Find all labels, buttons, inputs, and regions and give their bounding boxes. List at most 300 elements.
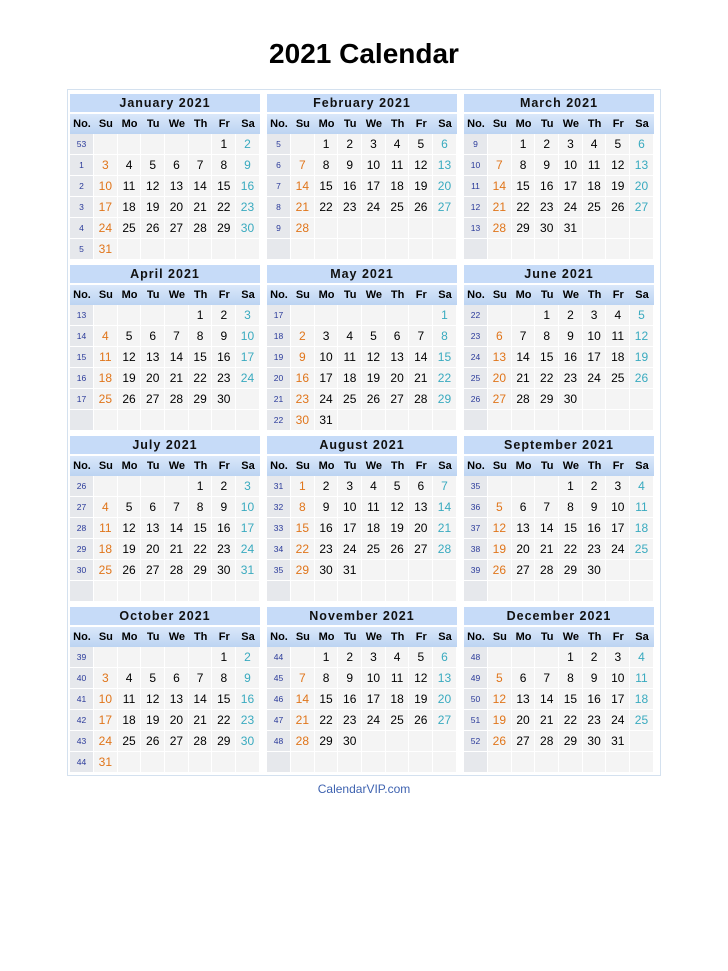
day-cell: 30 xyxy=(212,389,236,410)
week-row xyxy=(464,155,654,176)
weekday-header: Su xyxy=(492,631,507,643)
day-cell: 20 xyxy=(165,710,189,731)
day-cell: 19 xyxy=(488,710,512,731)
day-cell: 21 xyxy=(433,518,457,539)
week-number: 40 xyxy=(70,668,94,689)
week-row xyxy=(464,134,654,155)
day-cell: 25 xyxy=(94,389,118,410)
day-cell: 24 xyxy=(559,197,583,218)
day-cell: 30 xyxy=(236,731,260,752)
week-number xyxy=(267,752,291,773)
day-cell xyxy=(315,752,339,773)
day-cell: 16 xyxy=(583,518,607,539)
day-cell xyxy=(141,239,165,260)
day-cell: 9 xyxy=(559,326,583,347)
day-cell xyxy=(141,752,165,773)
day-cell: 10 xyxy=(559,155,583,176)
day-cell: 5 xyxy=(141,668,165,689)
week-number-header: No. xyxy=(270,631,288,643)
weekday-header: Th xyxy=(390,118,405,130)
day-cell xyxy=(409,731,433,752)
day-cell: 17 xyxy=(94,710,118,731)
week-number: 33 xyxy=(267,518,291,539)
day-cell: 16 xyxy=(535,176,559,197)
week-row xyxy=(267,368,457,389)
week-row xyxy=(267,155,457,176)
day-cell: 14 xyxy=(291,176,315,197)
day-cell: 22 xyxy=(212,710,236,731)
day-cell xyxy=(409,218,433,239)
day-cell: 18 xyxy=(118,197,142,218)
day-cell: 1 xyxy=(315,134,339,155)
day-cell: 18 xyxy=(94,368,118,389)
weekday-header-row xyxy=(70,114,260,134)
day-cell xyxy=(118,305,142,326)
day-cell: 6 xyxy=(630,134,654,155)
day-cell: 26 xyxy=(409,197,433,218)
weekday-header-row xyxy=(267,627,457,647)
week-row xyxy=(267,710,457,731)
day-cell: 5 xyxy=(488,497,512,518)
day-cell xyxy=(606,752,630,773)
day-cell: 23 xyxy=(212,539,236,560)
day-cell: 25 xyxy=(386,197,410,218)
day-cell: 15 xyxy=(189,518,213,539)
weekday-header: Su xyxy=(98,289,113,301)
week-number: 50 xyxy=(464,689,488,710)
day-cell: 4 xyxy=(583,134,607,155)
week-row xyxy=(464,389,654,410)
day-cell xyxy=(362,410,386,431)
day-cell xyxy=(291,647,315,668)
weekday-header: Sa xyxy=(438,631,452,643)
week-number: 1 xyxy=(70,155,94,176)
week-row xyxy=(70,710,260,731)
week-number: 44 xyxy=(70,752,94,773)
day-cell: 28 xyxy=(189,731,213,752)
day-cell: 4 xyxy=(630,647,654,668)
day-cell: 3 xyxy=(236,305,260,326)
day-cell: 15 xyxy=(315,689,339,710)
weekday-header: Fr xyxy=(218,460,230,472)
day-cell xyxy=(409,752,433,773)
day-cell: 5 xyxy=(409,134,433,155)
day-cell xyxy=(236,239,260,260)
week-number: 42 xyxy=(70,710,94,731)
day-cell: 28 xyxy=(165,389,189,410)
day-cell: 11 xyxy=(118,176,142,197)
month-title: November 2021 xyxy=(267,607,457,625)
weekday-header-row xyxy=(464,114,654,134)
day-cell: 2 xyxy=(291,326,315,347)
month-block xyxy=(464,436,654,602)
month-block xyxy=(464,94,654,260)
day-cell: 9 xyxy=(236,668,260,689)
month-block xyxy=(267,94,457,260)
week-number: 16 xyxy=(70,368,94,389)
day-cell: 26 xyxy=(488,731,512,752)
week-number: 7 xyxy=(267,176,291,197)
day-cell xyxy=(338,239,362,260)
day-cell: 24 xyxy=(94,731,118,752)
week-number: 47 xyxy=(267,710,291,731)
weekday-header-row xyxy=(70,285,260,305)
day-cell: 28 xyxy=(291,218,315,239)
week-row xyxy=(70,476,260,497)
day-cell xyxy=(165,410,189,431)
day-cell: 24 xyxy=(236,368,260,389)
weekday-header: Su xyxy=(98,631,113,643)
day-cell: 21 xyxy=(535,539,559,560)
day-cell xyxy=(488,305,512,326)
day-cell: 15 xyxy=(433,347,457,368)
week-row xyxy=(267,176,457,197)
weekday-header: Tu xyxy=(540,289,554,301)
day-cell: 10 xyxy=(362,155,386,176)
week-row xyxy=(267,239,457,260)
day-cell: 28 xyxy=(433,539,457,560)
day-cell: 2 xyxy=(236,647,260,668)
weekday-header: Su xyxy=(98,460,113,472)
day-cell: 2 xyxy=(315,476,339,497)
day-cell: 31 xyxy=(236,560,260,581)
week-number: 13 xyxy=(464,218,488,239)
weekday-header: Mo xyxy=(121,118,138,130)
week-number: 41 xyxy=(70,689,94,710)
week-row xyxy=(464,197,654,218)
day-cell: 11 xyxy=(94,347,118,368)
day-cell: 23 xyxy=(236,710,260,731)
day-cell xyxy=(630,731,654,752)
day-cell: 1 xyxy=(189,476,213,497)
day-cell: 3 xyxy=(362,134,386,155)
weekday-header: Mo xyxy=(318,289,335,301)
weekday-header: Mo xyxy=(515,631,532,643)
day-cell: 20 xyxy=(433,176,457,197)
day-cell xyxy=(488,134,512,155)
weekday-header: Tu xyxy=(343,631,357,643)
day-cell: 24 xyxy=(315,389,339,410)
day-cell: 1 xyxy=(559,647,583,668)
week-number: 32 xyxy=(267,497,291,518)
day-cell xyxy=(386,305,410,326)
day-cell: 2 xyxy=(535,134,559,155)
day-cell: 8 xyxy=(189,497,213,518)
day-cell: 4 xyxy=(630,476,654,497)
weekday-header-row xyxy=(267,285,457,305)
day-cell: 21 xyxy=(165,539,189,560)
day-cell: 11 xyxy=(583,155,607,176)
day-cell: 25 xyxy=(630,539,654,560)
day-cell: 24 xyxy=(338,539,362,560)
week-row xyxy=(70,689,260,710)
day-cell: 17 xyxy=(338,518,362,539)
weekday-header: Su xyxy=(492,460,507,472)
week-number: 37 xyxy=(464,518,488,539)
day-cell xyxy=(94,581,118,602)
weekday-header: Th xyxy=(587,289,602,301)
day-cell: 23 xyxy=(559,368,583,389)
weekday-header: Su xyxy=(295,460,310,472)
day-cell: 18 xyxy=(583,176,607,197)
weekday-header: Sa xyxy=(438,460,452,472)
day-cell: 29 xyxy=(512,218,536,239)
day-cell: 16 xyxy=(315,518,339,539)
week-row xyxy=(70,368,260,389)
day-cell: 1 xyxy=(291,476,315,497)
day-cell: 2 xyxy=(583,476,607,497)
week-row xyxy=(70,668,260,689)
day-cell: 1 xyxy=(315,647,339,668)
day-cell: 30 xyxy=(535,218,559,239)
day-cell: 3 xyxy=(94,668,118,689)
day-cell: 11 xyxy=(386,155,410,176)
week-number: 15 xyxy=(70,347,94,368)
week-row xyxy=(267,134,457,155)
week-row xyxy=(464,176,654,197)
weekday-header: We xyxy=(365,289,383,301)
weekday-header: We xyxy=(365,631,383,643)
week-number: 34 xyxy=(267,539,291,560)
day-cell: 22 xyxy=(315,197,339,218)
day-cell: 15 xyxy=(315,176,339,197)
day-cell: 20 xyxy=(386,368,410,389)
week-number: 30 xyxy=(70,560,94,581)
day-cell: 5 xyxy=(141,155,165,176)
day-cell: 8 xyxy=(212,668,236,689)
day-cell: 19 xyxy=(362,368,386,389)
day-cell xyxy=(362,581,386,602)
day-cell xyxy=(386,752,410,773)
day-cell xyxy=(583,410,607,431)
day-cell xyxy=(118,752,142,773)
footer-link[interactable]: CalendarVIP.com xyxy=(317,782,411,796)
day-cell: 28 xyxy=(189,218,213,239)
week-row xyxy=(267,326,457,347)
week-number: 5 xyxy=(70,239,94,260)
day-cell: 19 xyxy=(141,197,165,218)
day-cell: 11 xyxy=(94,518,118,539)
day-cell: 14 xyxy=(512,347,536,368)
weekday-header-row xyxy=(464,285,654,305)
day-cell xyxy=(386,731,410,752)
day-cell: 17 xyxy=(236,518,260,539)
day-cell: 2 xyxy=(212,305,236,326)
weekday-header-row xyxy=(70,456,260,476)
day-cell: 3 xyxy=(583,305,607,326)
week-number: 24 xyxy=(464,347,488,368)
day-cell: 1 xyxy=(212,134,236,155)
week-number: 9 xyxy=(464,134,488,155)
day-cell xyxy=(583,218,607,239)
day-cell xyxy=(189,410,213,431)
week-number: 8 xyxy=(267,197,291,218)
day-cell xyxy=(189,581,213,602)
week-number: 35 xyxy=(267,560,291,581)
weekday-header: Fr xyxy=(415,631,427,643)
weekday-header: Fr xyxy=(218,118,230,130)
week-row xyxy=(70,647,260,668)
day-cell: 10 xyxy=(362,668,386,689)
week-number: 14 xyxy=(70,326,94,347)
day-cell: 21 xyxy=(512,368,536,389)
day-cell: 19 xyxy=(488,539,512,560)
week-number: 49 xyxy=(464,668,488,689)
day-cell xyxy=(386,218,410,239)
day-cell: 20 xyxy=(409,518,433,539)
day-cell: 28 xyxy=(165,560,189,581)
day-cell: 25 xyxy=(118,731,142,752)
week-number-header: No. xyxy=(270,289,288,301)
weekday-header: Fr xyxy=(218,631,230,643)
day-cell: 16 xyxy=(559,347,583,368)
day-cell: 9 xyxy=(212,497,236,518)
day-cell xyxy=(606,410,630,431)
day-cell: 12 xyxy=(630,326,654,347)
day-cell: 30 xyxy=(236,218,260,239)
day-cell xyxy=(315,305,339,326)
week-row xyxy=(464,689,654,710)
day-cell xyxy=(141,134,165,155)
week-number: 10 xyxy=(464,155,488,176)
day-cell: 16 xyxy=(212,518,236,539)
day-cell xyxy=(512,410,536,431)
day-cell: 11 xyxy=(118,689,142,710)
day-cell: 23 xyxy=(315,539,339,560)
day-cell xyxy=(630,410,654,431)
day-cell: 27 xyxy=(433,197,457,218)
day-cell: 2 xyxy=(338,134,362,155)
day-cell: 20 xyxy=(433,689,457,710)
day-cell: 8 xyxy=(189,326,213,347)
day-cell: 21 xyxy=(535,710,559,731)
day-cell: 9 xyxy=(583,668,607,689)
day-cell xyxy=(291,752,315,773)
day-cell: 18 xyxy=(94,539,118,560)
day-cell: 19 xyxy=(386,518,410,539)
week-number: 45 xyxy=(267,668,291,689)
day-cell: 29 xyxy=(315,731,339,752)
day-cell: 7 xyxy=(165,497,189,518)
day-cell: 13 xyxy=(433,668,457,689)
week-row xyxy=(267,347,457,368)
day-cell: 10 xyxy=(315,347,339,368)
day-cell: 3 xyxy=(559,134,583,155)
day-cell xyxy=(362,731,386,752)
day-cell xyxy=(630,560,654,581)
month-title: December 2021 xyxy=(464,607,654,625)
week-number: 22 xyxy=(267,410,291,431)
week-number: 53 xyxy=(70,134,94,155)
day-cell: 16 xyxy=(291,368,315,389)
day-cell: 22 xyxy=(433,368,457,389)
day-cell: 13 xyxy=(512,689,536,710)
weekday-header: Sa xyxy=(241,118,255,130)
weekday-header: We xyxy=(562,289,580,301)
day-cell xyxy=(559,752,583,773)
weekday-header: Fr xyxy=(612,118,624,130)
day-cell: 8 xyxy=(535,326,559,347)
day-cell: 27 xyxy=(409,539,433,560)
day-cell xyxy=(559,410,583,431)
month-title: June 2021 xyxy=(464,265,654,283)
weekday-header: Fr xyxy=(415,460,427,472)
day-cell: 22 xyxy=(189,539,213,560)
day-cell: 13 xyxy=(141,518,165,539)
weekday-header: Tu xyxy=(146,118,160,130)
day-cell: 4 xyxy=(118,668,142,689)
week-row xyxy=(267,476,457,497)
day-cell: 16 xyxy=(338,176,362,197)
day-cell: 3 xyxy=(606,476,630,497)
weekday-header: We xyxy=(365,460,383,472)
day-cell: 9 xyxy=(212,326,236,347)
week-row xyxy=(70,731,260,752)
weekday-header: We xyxy=(365,118,383,130)
day-cell xyxy=(291,134,315,155)
day-cell xyxy=(630,218,654,239)
weekday-header: Sa xyxy=(635,631,649,643)
week-row xyxy=(464,368,654,389)
day-cell: 14 xyxy=(291,689,315,710)
day-cell: 14 xyxy=(433,497,457,518)
day-cell: 13 xyxy=(512,518,536,539)
day-cell: 18 xyxy=(606,347,630,368)
day-cell: 10 xyxy=(338,497,362,518)
week-number xyxy=(70,410,94,431)
day-cell: 31 xyxy=(606,731,630,752)
day-cell: 4 xyxy=(362,476,386,497)
weekday-header: Th xyxy=(390,289,405,301)
week-row xyxy=(70,752,260,773)
day-cell xyxy=(362,218,386,239)
day-cell xyxy=(338,410,362,431)
day-cell xyxy=(338,581,362,602)
day-cell: 17 xyxy=(94,197,118,218)
day-cell: 6 xyxy=(409,476,433,497)
day-cell xyxy=(606,239,630,260)
week-number: 28 xyxy=(70,518,94,539)
week-number-header: No. xyxy=(467,460,485,472)
day-cell: 25 xyxy=(118,218,142,239)
day-cell: 29 xyxy=(433,389,457,410)
day-cell xyxy=(488,410,512,431)
day-cell: 21 xyxy=(189,197,213,218)
day-cell xyxy=(141,305,165,326)
day-cell: 19 xyxy=(409,689,433,710)
week-row xyxy=(267,731,457,752)
day-cell: 26 xyxy=(141,218,165,239)
day-cell: 17 xyxy=(236,347,260,368)
week-number: 20 xyxy=(267,368,291,389)
day-cell: 19 xyxy=(118,368,142,389)
day-cell: 5 xyxy=(386,476,410,497)
day-cell: 18 xyxy=(118,710,142,731)
day-cell xyxy=(165,581,189,602)
day-cell xyxy=(315,239,339,260)
weekday-header: We xyxy=(168,289,186,301)
weekday-header: Mo xyxy=(121,460,138,472)
day-cell: 29 xyxy=(559,560,583,581)
day-cell: 26 xyxy=(141,731,165,752)
week-row xyxy=(267,668,457,689)
week-number: 17 xyxy=(70,389,94,410)
day-cell: 31 xyxy=(559,218,583,239)
day-cell: 28 xyxy=(535,560,559,581)
weekday-header: Th xyxy=(193,631,208,643)
weekday-header: Sa xyxy=(241,460,255,472)
week-number-header: No. xyxy=(467,289,485,301)
